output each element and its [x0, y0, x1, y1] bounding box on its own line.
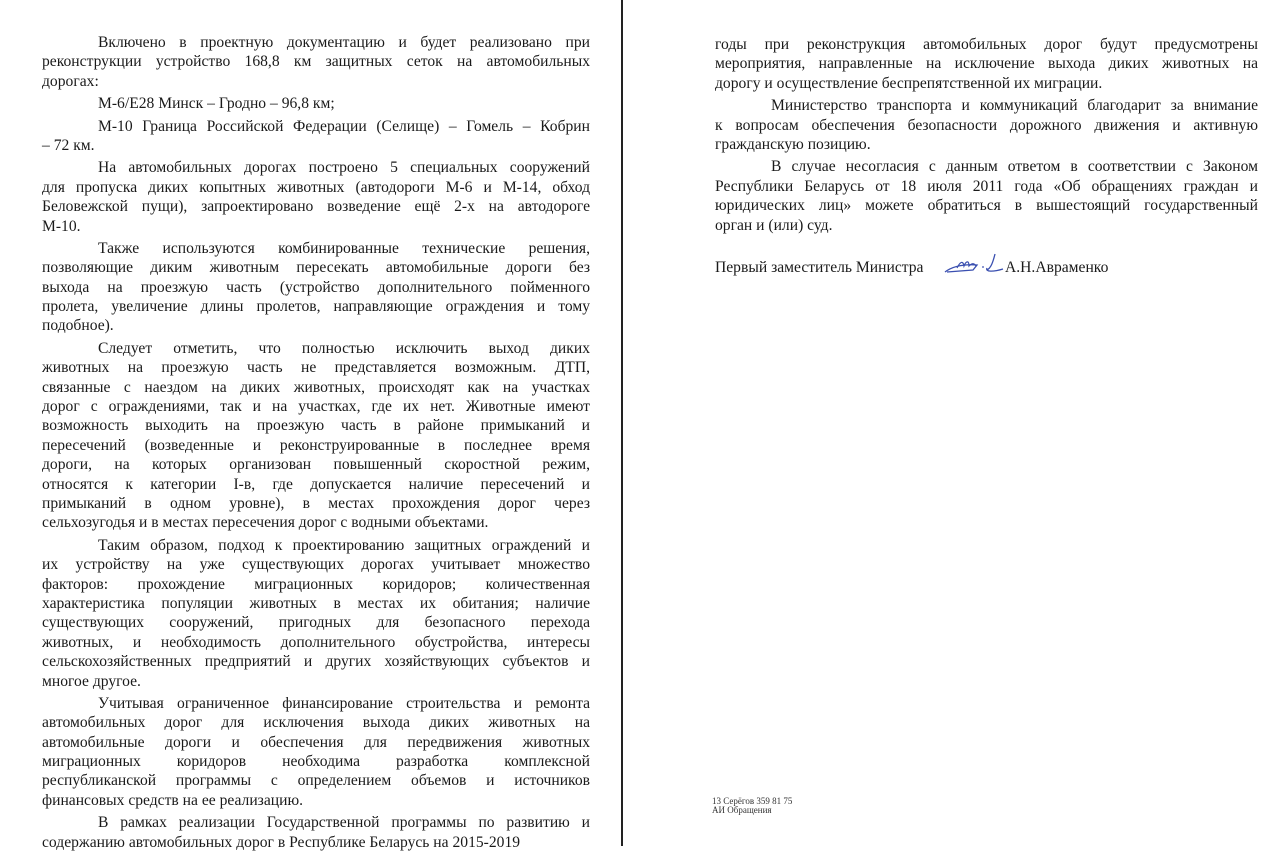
text-line: дорогах:: [42, 72, 99, 90]
text-line: содержанию автомобильных дорог в Республике Беларусь на 2015-2019: [42, 833, 521, 851]
text-line: Таким образом, подход к проектированию защитных ограждений и: [98, 536, 590, 554]
paragraph: [715, 96, 1258, 154]
text-line: связанные с наездом на диких животных, происходят как на участках: [42, 378, 590, 396]
document-category: АИ Обращения: [712, 805, 772, 815]
text-line: юридических лиц» можете обратиться в вышестоящий государственный: [715, 197, 1258, 215]
text-line: относятся к категории I-в, где допускается наличие пересечений и: [42, 475, 590, 493]
text-line: автомобильные дороги и обеспечения для передвижения животных: [42, 733, 590, 751]
text-line: В случае несогласия с данным ответом в соответствии с Законом: [771, 158, 1258, 176]
text-line: их устройству на уже существующих дорогах учитывает множество: [42, 556, 590, 574]
text-line: финансовых средств на ее реализацию.: [42, 791, 303, 809]
text-line: автомобильных дорог для исключения выхода диких животных на: [42, 714, 590, 732]
text-line: М-10 Граница Российской Федерации (Селище) – Гомель – Кобрин: [98, 117, 590, 135]
text-line: пересечений (возведенные и реконструированные в последнее время: [42, 436, 590, 454]
text-line: дорогу и осуществление беспрепятственной их миграции.: [715, 74, 1103, 92]
text-line: существующих сооружений, пригодных для безопасного перехода: [42, 614, 590, 632]
text-line: Министерство транспорта и коммуникаций благодарит за внимание: [771, 97, 1258, 115]
text-line: животных, и необходимость дополнительного обустройства, интересы: [42, 633, 590, 651]
signatory-name: А.Н.Авраменко: [1005, 259, 1109, 276]
text-line: Включено в проектную документацию и будет реализовано при: [98, 34, 590, 51]
paragraph: [42, 117, 590, 156]
handwritten-signature-icon: [943, 248, 1005, 282]
text-line: Республики Беларусь от 18 июля 2011 года «Об обращениях граждан и: [715, 177, 1258, 195]
text-line: На автомобильных дорогах построено 5 специальных сооружений: [98, 159, 590, 177]
paragraph: [42, 33, 590, 91]
text-line: примыканий в одном уровне), в местах прохождения дорог через: [42, 494, 590, 512]
text-line: М-10.: [42, 217, 81, 235]
paragraph: [715, 35, 1258, 93]
paragraph: [42, 158, 590, 236]
paragraph: [42, 536, 590, 691]
text-line: республиканской программы с определением объемов и источников: [42, 772, 590, 790]
paragraph: [42, 813, 590, 852]
text-line: подобное).: [42, 317, 114, 335]
text-line: дороги, на которых организован повышенный скоростной режим,: [42, 456, 590, 474]
text-line: животных на проезжую часть не представляется возможным. ДТП,: [42, 359, 590, 377]
text-line: мероприятия, направленные на исключение выхода диких животных на: [715, 55, 1258, 73]
text-line: орган и (или) суд.: [715, 216, 833, 234]
document-footer: [712, 797, 792, 815]
text-line: многое другое.: [42, 672, 141, 690]
text-line: к вопросам обеспечения безопасности дорожного движения и активную: [715, 116, 1258, 134]
paragraph: [715, 157, 1258, 235]
page-divider: [621, 0, 623, 846]
text-line: Учитывая ограниченное финансирование строительства и ремонта: [98, 694, 590, 712]
left-page: [42, 33, 590, 851]
text-line: – 72 км.: [42, 136, 95, 154]
text-line: сельскохозяйственных предприятий и других хозяйствующих субъектов и: [42, 653, 590, 671]
text-line: выхода на проезжую часть (устройство дополнительного пойменного: [42, 278, 590, 296]
text-line: для пропуска диких копытных животных (автодороги М-6 и М-14, обход: [42, 178, 590, 196]
text-line: сельхозугодья и в местах пересечения дорог с водными объектами.: [42, 514, 489, 532]
right-page: [715, 35, 1258, 846]
paragraph: [42, 94, 590, 113]
text-line: факторов: прохождение миграционных коридоров; количественная: [42, 575, 590, 593]
text-line: Следует отметить, что полностью исключить выход диких: [98, 339, 590, 357]
signatory-role: Первый заместитель Министра: [715, 259, 924, 276]
paragraph: [42, 339, 590, 533]
text-line: характеристика популяции животных в местах их обитания; наличие: [42, 594, 590, 612]
signature-block: [715, 256, 1235, 282]
text-line: В рамках реализации Государственной программы по развитию и: [98, 814, 590, 832]
executor-info: 13 Серёгов 359 81 75: [712, 796, 793, 806]
text-line: гражданскую позицию.: [715, 135, 871, 153]
paragraph: [42, 694, 590, 810]
text-line: возможность выходить на проезжую часть в районе примыканий и: [42, 417, 590, 435]
text-line: пролета, увеличение длины пролетов, направляющие ограждения и тому: [42, 298, 590, 316]
text-line: годы при реконструкция автомобильных дорог будут предусмотрены: [715, 36, 1258, 53]
text-line: реконструкции устройство 168,8 км защитных сеток на автомобильных: [42, 53, 590, 71]
paragraph: [42, 239, 590, 336]
text-line: Также используются комбинированные технические решения,: [98, 239, 590, 257]
text-line: Беловежской пущи), запроектировано возведение ещё 2-х на автодороге: [42, 198, 590, 216]
text-line: миграционных коридоров необходима разработка комплексной: [42, 753, 590, 771]
text-line: дорог с ограждениями, так и на участках, где их нет. Животные имеют: [42, 398, 590, 416]
text-line: позволяющие диким животным пересекать автомобильные дороги без: [42, 259, 590, 277]
text-line: М-6/Е28 Минск – Гродно – 96,8 км;: [98, 95, 335, 113]
